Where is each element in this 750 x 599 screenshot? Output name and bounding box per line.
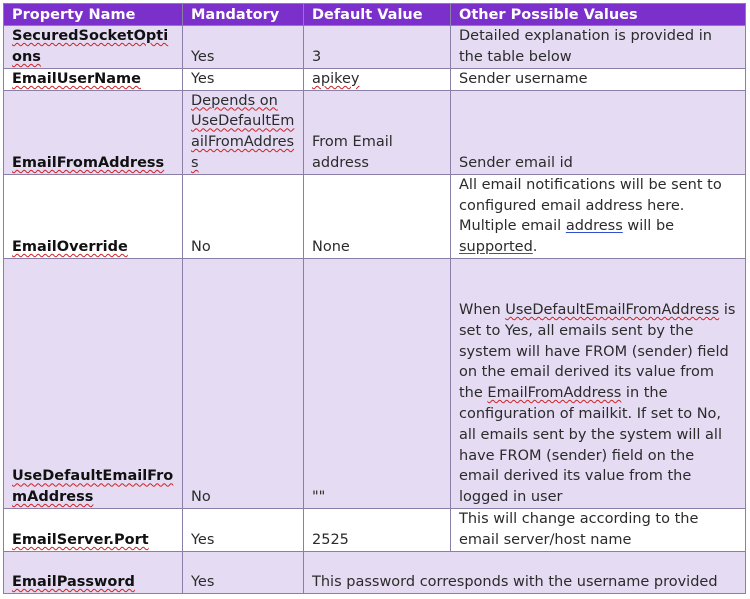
property-name: UseDefaultEmailFromAddress [12,468,174,506]
property-name-cell [4,551,183,593]
mandatory-cell: No [183,258,304,508]
default-value-cell [304,68,451,90]
mandatory-value: Depends on UseDefaultEmailFromAddress [191,92,295,171]
document-table-container [3,3,746,594]
other-text-squiggle: EmailFromAddress [487,385,622,402]
mandatory-cell [183,90,304,174]
default-value: apikey [312,70,360,87]
other-text: in the configuration of mailkit. If set to No, all emails sent by the system will all have FROM (sender) field on the email derived its value from the logged in user [459,385,722,506]
property-name-cell [4,174,183,258]
table-row [4,258,746,508]
mandatory-cell: Yes [183,508,304,551]
other-values-cell [451,174,746,258]
property-name: EmailPassword [12,573,135,590]
property-name: EmailFromAddress [12,154,165,171]
property-name: EmailUserName [12,70,141,87]
header-property-name: Property Name [4,4,183,26]
other-values-cell: This will change according to the email server/host name [451,508,746,551]
other-text: When [459,302,506,318]
other-text: . [532,239,538,256]
table-row [4,551,746,593]
default-value-cell: 2525 [304,508,451,551]
table-header-row [4,4,746,26]
property-name-cell [4,508,183,551]
default-value-cell: "" [304,258,451,508]
mandatory-cell: No [183,174,304,258]
mandatory-cell: Yes [183,26,304,69]
property-name: EmailOverride [12,239,128,256]
table-row [4,68,746,90]
mandatory-cell: Yes [183,551,304,593]
table-row [4,508,746,551]
mandatory-cell: Yes [183,68,304,90]
table-row [4,174,746,258]
header-default-value: Default Value [304,4,451,26]
property-name: EmailServer.Port [12,531,149,548]
merged-description-cell: This password corresponds with the username provided [304,551,746,593]
properties-table [3,3,746,594]
other-text-underlined: supported [459,239,533,256]
property-name: SecuredSocketOptions [12,28,169,65]
default-value-cell: 3 [304,26,451,69]
header-mandatory: Mandatory [183,4,304,26]
default-value-cell: None [304,174,451,258]
table-row [4,90,746,174]
table-row [4,26,746,69]
property-name-cell [4,90,183,174]
other-text: All email notifications will be sent to configured email address here. Multiple email [459,176,722,235]
other-text: will be [622,218,675,235]
other-values-cell: Sender username [451,68,746,90]
other-values-cell: Detailed explanation is provided in the table below [451,26,746,69]
default-value-cell: From Email address [304,90,451,174]
other-values-cell [451,258,746,508]
property-name-cell [4,258,183,508]
other-text-underlined: address [565,218,623,235]
header-other-values: Other Possible Values [451,4,746,26]
property-name-cell [4,26,183,69]
other-text-squiggle: UseDefaultEmailFromAddress [505,302,720,318]
other-text: is set to Yes, all emails sent by the system will have FROM (sender) field on the email derived its value from the [459,302,736,402]
property-name-cell [4,68,183,90]
other-values-cell: Sender email id [451,90,746,174]
